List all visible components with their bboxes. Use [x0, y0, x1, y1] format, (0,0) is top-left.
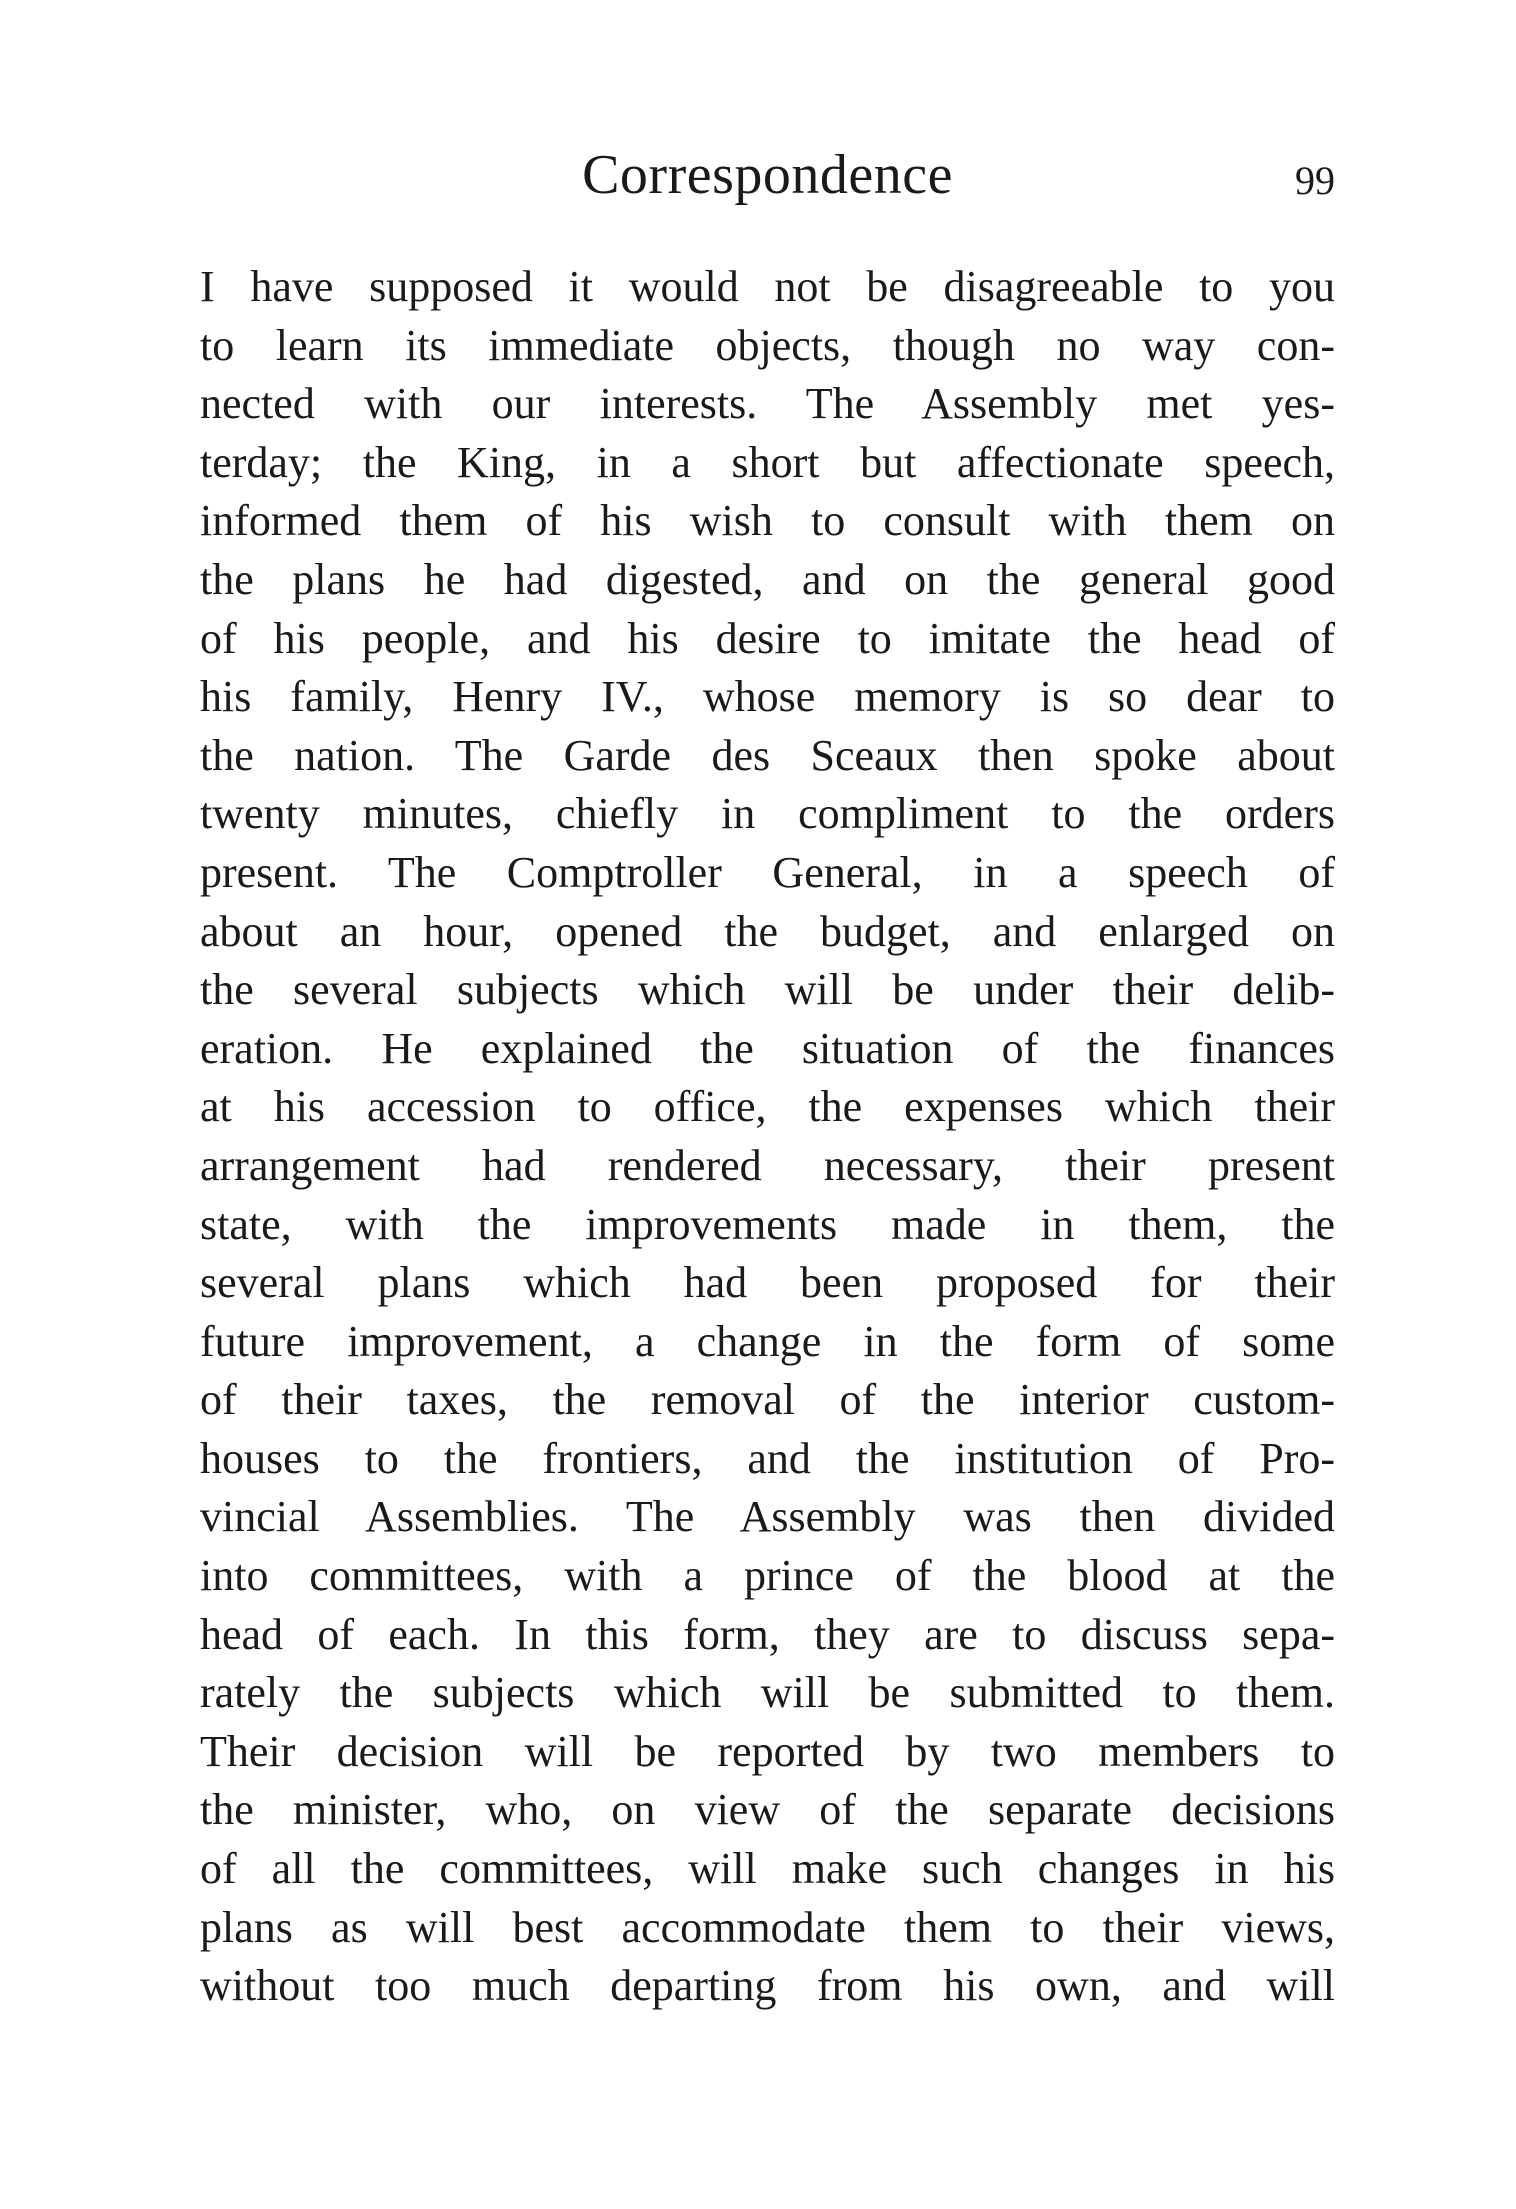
- text-line: nected with our interests. The Assembly met yes-: [200, 379, 1335, 429]
- text-line: the plans he had digested, and on the general good: [200, 554, 1335, 604]
- text-line: rately the subjects which will be submitted to them.: [200, 1668, 1335, 1718]
- text-line: houses to the frontiers, and the institution of Pro-: [200, 1433, 1335, 1483]
- page-number: 99: [1295, 158, 1335, 203]
- text-line: without too much departing from his own, and will: [200, 1961, 1335, 2011]
- text-line: terday; the King, in a short but affectionate speech,: [200, 437, 1335, 487]
- text-line: present. The Comptroller General, in a speech of: [200, 847, 1335, 897]
- text-line: future improvement, a change in the form of some: [200, 1316, 1335, 1366]
- text-line: head of each. In this form, they are to discuss sepa-: [200, 1609, 1335, 1659]
- running-title: Correspondence: [582, 144, 953, 206]
- text-line: of his people, and his desire to imitate the head of: [200, 613, 1335, 663]
- text-line: of all the committees, will make such changes in his: [200, 1844, 1335, 1894]
- text-line: at his accession to office, the expenses which their: [200, 1082, 1335, 1132]
- text-line: of their taxes, the removal of the interior custom-: [200, 1375, 1335, 1425]
- text-line: I have supposed it would not be disagreeable to you: [200, 262, 1335, 311]
- body-text: [200, 258, 1335, 2016]
- running-head: [200, 140, 1335, 220]
- text-line: about an hour, opened the budget, and enlarged on: [200, 906, 1335, 956]
- text-line: into committees, with a prince of the blood at the: [200, 1551, 1335, 1601]
- text-line: vincial Assemblies. The Assembly was then divided: [200, 1492, 1335, 1542]
- text-line: several plans which had been proposed for their: [200, 1258, 1335, 1308]
- text-line: the nation. The Garde des Sceaux then spoke about: [200, 730, 1335, 780]
- text-line: to learn its immediate objects, though no way con-: [200, 320, 1335, 370]
- text-line: arrangement had rendered necessary, their present: [200, 1140, 1335, 1190]
- text-line: informed them of his wish to consult with them on: [200, 496, 1335, 546]
- text-line: eration. He explained the situation of the finances: [200, 1023, 1335, 1073]
- text-line: plans as will best accommodate them to their views,: [200, 1902, 1335, 1952]
- text-line: his family, Henry IV., whose memory is so dear to: [200, 672, 1335, 722]
- text-line: Their decision will be reported by two members to: [200, 1726, 1335, 1776]
- text-line: state, with the improvements made in them, the: [200, 1199, 1335, 1249]
- text-line: the several subjects which will be under their delib-: [200, 965, 1335, 1015]
- text-line: the minister, who, on view of the separate decisions: [200, 1785, 1335, 1835]
- text-line: twenty minutes, chiefly in compliment to the orders: [200, 789, 1335, 839]
